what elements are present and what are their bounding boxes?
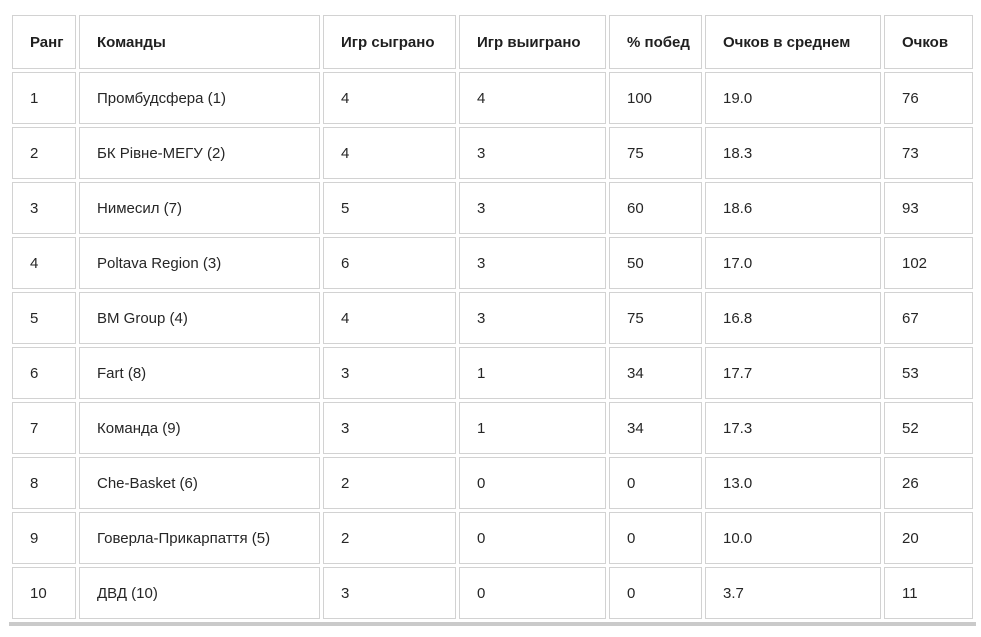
- cell-games-played: 6: [323, 237, 456, 289]
- column-header-points: Очков: [884, 15, 973, 69]
- table-row: [12, 182, 973, 234]
- cell-team: Промбудсфера (1): [79, 72, 320, 124]
- cell-avg-points: 18.6: [705, 182, 881, 234]
- cell-team: Poltava Region (3): [79, 237, 320, 289]
- cell-win-percent: 100: [609, 72, 702, 124]
- cell-win-percent: 34: [609, 347, 702, 399]
- cell-team: Che-Basket (6): [79, 457, 320, 509]
- cell-rank: 3: [12, 182, 76, 234]
- cell-team: Говерла-Прикарпаття (5): [79, 512, 320, 564]
- cell-avg-points: 16.8: [705, 292, 881, 344]
- cell-team: БК Рівне-МЕГУ (2): [79, 127, 320, 179]
- table-row: [12, 402, 973, 454]
- cell-rank: 6: [12, 347, 76, 399]
- cell-games-played: 3: [323, 402, 456, 454]
- cell-avg-points: 17.7: [705, 347, 881, 399]
- table-row: [12, 512, 973, 564]
- table-row: [12, 292, 973, 344]
- cell-games-played: 4: [323, 292, 456, 344]
- cell-games-won: 3: [459, 182, 606, 234]
- cell-win-percent: 0: [609, 457, 702, 509]
- cell-rank: 8: [12, 457, 76, 509]
- cell-games-played: 5: [323, 182, 456, 234]
- cell-points: 76: [884, 72, 973, 124]
- cell-points: 20: [884, 512, 973, 564]
- standings-table-container: [9, 12, 976, 626]
- cell-points: 11: [884, 567, 973, 619]
- cell-win-percent: 75: [609, 292, 702, 344]
- cell-points: 26: [884, 457, 973, 509]
- standings-table: [9, 12, 976, 622]
- cell-avg-points: 13.0: [705, 457, 881, 509]
- cell-points: 53: [884, 347, 973, 399]
- cell-team: Команда (9): [79, 402, 320, 454]
- cell-rank: 5: [12, 292, 76, 344]
- column-header-games-won: Игр выиграно: [459, 15, 606, 69]
- table-row: [12, 127, 973, 179]
- cell-games-won: 1: [459, 347, 606, 399]
- table-row: [12, 567, 973, 619]
- cell-points: 73: [884, 127, 973, 179]
- table-row: [12, 237, 973, 289]
- column-header-rank: Ранг: [12, 15, 76, 69]
- cell-rank: 4: [12, 237, 76, 289]
- table-header: [12, 15, 973, 69]
- cell-avg-points: 10.0: [705, 512, 881, 564]
- cell-win-percent: 34: [609, 402, 702, 454]
- cell-team: Fart (8): [79, 347, 320, 399]
- table-row: [12, 72, 973, 124]
- cell-points: 67: [884, 292, 973, 344]
- column-header-avg-points: Очков в среднем: [705, 15, 881, 69]
- cell-avg-points: 18.3: [705, 127, 881, 179]
- cell-avg-points: 17.3: [705, 402, 881, 454]
- table-row: [12, 347, 973, 399]
- cell-points: 52: [884, 402, 973, 454]
- cell-avg-points: 19.0: [705, 72, 881, 124]
- table-body: [12, 72, 973, 619]
- cell-rank: 9: [12, 512, 76, 564]
- header-row: [12, 15, 973, 69]
- cell-games-won: 0: [459, 457, 606, 509]
- cell-games-won: 0: [459, 567, 606, 619]
- cell-games-won: 0: [459, 512, 606, 564]
- cell-win-percent: 75: [609, 127, 702, 179]
- cell-games-won: 3: [459, 237, 606, 289]
- cell-avg-points: 3.7: [705, 567, 881, 619]
- cell-win-percent: 60: [609, 182, 702, 234]
- column-header-team: Команды: [79, 15, 320, 69]
- cell-win-percent: 50: [609, 237, 702, 289]
- table-row: [12, 457, 973, 509]
- cell-team: BM Group (4): [79, 292, 320, 344]
- cell-win-percent: 0: [609, 512, 702, 564]
- cell-rank: 2: [12, 127, 76, 179]
- cell-team: ДВД (10): [79, 567, 320, 619]
- cell-rank: 10: [12, 567, 76, 619]
- cell-games-played: 3: [323, 347, 456, 399]
- cell-team: Нимесил (7): [79, 182, 320, 234]
- cell-games-played: 2: [323, 512, 456, 564]
- cell-avg-points: 17.0: [705, 237, 881, 289]
- cell-games-played: 3: [323, 567, 456, 619]
- cell-rank: 1: [12, 72, 76, 124]
- column-header-games-played: Игр сыграно: [323, 15, 456, 69]
- cell-games-won: 3: [459, 127, 606, 179]
- cell-rank: 7: [12, 402, 76, 454]
- cell-win-percent: 0: [609, 567, 702, 619]
- cell-points: 102: [884, 237, 973, 289]
- cell-games-played: 2: [323, 457, 456, 509]
- column-header-win-percent: % побед: [609, 15, 702, 69]
- cell-points: 93: [884, 182, 973, 234]
- cell-games-won: 1: [459, 402, 606, 454]
- cell-games-played: 4: [323, 127, 456, 179]
- cell-games-won: 4: [459, 72, 606, 124]
- cell-games-played: 4: [323, 72, 456, 124]
- cell-games-won: 3: [459, 292, 606, 344]
